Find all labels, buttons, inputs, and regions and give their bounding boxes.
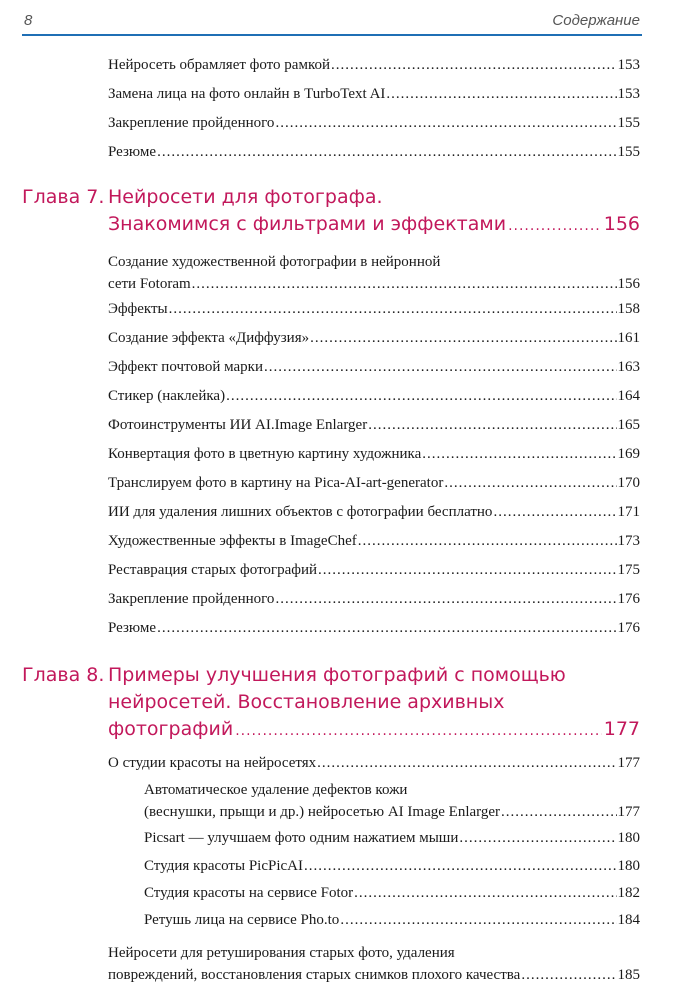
dot-leader [331, 54, 617, 76]
toc-entry-title: Резюме [108, 144, 157, 160]
toc-entry [108, 752, 640, 774]
toc-entry-title: Транслируем фото в картину на Pica-AI-art-generator [108, 475, 444, 491]
dot-leader [275, 588, 616, 610]
toc-entry-page: 176 [617, 591, 640, 607]
dot-leader [521, 964, 616, 986]
dot-leader [304, 855, 617, 877]
toc-entry-page: 163 [617, 359, 640, 375]
chapter-heading [22, 184, 640, 240]
toc-entry [108, 443, 640, 465]
toc-entry-page: 155 [617, 115, 640, 131]
toc-entry-title: ИИ для удаления лишних объектов с фотографии бесплатно [108, 504, 493, 520]
toc-entry-title: О студии красоты на нейросетях [108, 755, 317, 771]
toc-entry-page: 176 [617, 620, 640, 636]
dot-leader [444, 472, 616, 494]
toc-entry [108, 356, 640, 378]
toc-entry-title: (веснушки, прыщи и др.) нейросетью AI Image Enlarger [144, 804, 501, 820]
toc-entry-title: Создание эффекта «Диффузия» [108, 330, 310, 346]
toc-subentry [144, 855, 640, 877]
dot-leader [264, 356, 617, 378]
dot-leader [340, 909, 616, 931]
toc-entry-page: 171 [617, 504, 640, 520]
page-number: 8 [24, 12, 33, 29]
toc-entry-title: Стикер (наклейка) [108, 388, 226, 404]
dot-leader [226, 385, 616, 407]
toc-entry-title: Художественные эффекты в ImageChef [108, 533, 357, 549]
dot-leader [422, 443, 616, 465]
dot-leader [157, 617, 616, 639]
chapter-title-line: фотографий [108, 718, 234, 740]
dot-leader [192, 273, 617, 295]
toc-entry-title-line: Создание художественной фотографии в нейронной [108, 254, 441, 270]
toc-entry-page: 164 [617, 388, 640, 404]
chapter-title-line: Примеры улучшения фотографий с помощью [108, 664, 566, 686]
toc-entry-title: Эффект почтовой марки [108, 359, 263, 375]
toc-entry-page: 185 [617, 967, 640, 983]
toc-entry-title: повреждений, восстановления старых снимков плохого качества [108, 967, 521, 983]
dot-leader [354, 882, 616, 904]
toc-entry-page: 175 [617, 562, 640, 578]
toc-entry [108, 559, 640, 581]
toc-entry-page: 169 [617, 446, 640, 462]
toc-subentry [144, 909, 640, 931]
toc-entry-title: Эффекты [108, 301, 168, 317]
dot-leader [318, 559, 616, 581]
toc-entry-page: 177 [617, 755, 640, 771]
toc-entry-title-line: Автоматическое удаление дефектов кожи [144, 782, 408, 798]
toc-entry-page: 180 [617, 858, 640, 874]
toc-entry-page: 158 [617, 301, 640, 317]
toc-subentry [144, 882, 640, 904]
toc-entry [108, 327, 640, 349]
toc-entry-page: 177 [617, 804, 640, 820]
toc-entry-title: Picsart — улучшаем фото одним нажатием мыши [144, 830, 459, 846]
toc-entry [108, 83, 640, 105]
toc-entry-title: Ретушь лица на сервисе Pho.to [144, 912, 340, 928]
toc-entry-page: 155 [617, 144, 640, 160]
dot-leader [368, 414, 616, 436]
dot-leader [358, 530, 617, 552]
chapter-title-line: Нейросети для фотографа. [108, 186, 383, 208]
toc-entry-title: Студия красоты PicPicAI [144, 858, 303, 874]
toc-entry-page: 156 [617, 276, 640, 292]
toc-entry-title: Фотоинструменты ИИ AI.Image Enlarger [108, 417, 368, 433]
chapter-title-line: нейросетей. Восстановление архивных [108, 691, 505, 713]
dot-leader [386, 83, 616, 105]
toc-entry [108, 942, 640, 986]
chapter-page: 156 [603, 213, 640, 235]
toc-entry [108, 530, 640, 552]
toc-subentry [144, 827, 640, 849]
toc-entry-page: 182 [617, 885, 640, 901]
toc-entry-title: сети Fotoram [108, 276, 191, 292]
toc-entry-title: Закрепление пройденного [108, 591, 275, 607]
chapter-label: Глава 8. [22, 664, 105, 686]
toc-entry-page: 165 [617, 417, 640, 433]
dot-leader [310, 327, 616, 349]
toc-entry [108, 617, 640, 639]
toc-entry-page: 153 [617, 57, 640, 73]
toc-entry [108, 298, 640, 320]
toc-entry-title: Реставрация старых фотографий [108, 562, 318, 578]
toc-entry [108, 251, 640, 295]
toc-entry-title-line: Нейросети для ретуширования старых фото, удаления [108, 945, 455, 961]
dot-leader [235, 718, 602, 745]
header-rule [22, 34, 642, 36]
chapter-title-line: Знакомимся с фильтрами и эффектами [108, 213, 507, 235]
toc-entry-title: Нейросеть обрамляет фото рамкой [108, 57, 330, 73]
toc-entry [108, 112, 640, 134]
dot-leader [169, 298, 617, 320]
toc-entry [108, 588, 640, 610]
toc-entry-title: Резюме [108, 620, 157, 636]
toc-subentry [144, 779, 640, 823]
dot-leader [508, 213, 602, 240]
toc-entry [108, 141, 640, 163]
toc-entry [108, 54, 640, 76]
toc-entry-title: Замена лица на фото онлайн в TurboText AI [108, 86, 386, 102]
dot-leader [157, 141, 616, 163]
chapter-label: Глава 7. [22, 186, 105, 208]
toc-entry-page: 173 [617, 533, 640, 549]
toc-entry [108, 501, 640, 523]
dot-leader [275, 112, 616, 134]
chapter-page: 177 [603, 718, 640, 740]
dot-leader [459, 827, 616, 849]
toc-entry [108, 385, 640, 407]
dot-leader [493, 501, 616, 523]
toc-entry-page: 184 [617, 912, 640, 928]
toc-entry-title: Конвертация фото в цветную картину художника [108, 446, 422, 462]
toc-entry-page: 180 [617, 830, 640, 846]
running-header [22, 12, 642, 34]
dot-leader [501, 801, 616, 823]
toc-entry-page: 170 [617, 475, 640, 491]
toc-entry [108, 414, 640, 436]
chapter-heading [22, 662, 640, 744]
toc-entry-page: 153 [617, 86, 640, 102]
dot-leader [317, 752, 616, 774]
toc-entry-title: Студия красоты на сервисе Fotor [144, 885, 354, 901]
toc-entry-title: Закрепление пройденного [108, 115, 275, 131]
toc-entry [108, 472, 640, 494]
toc-entry-page: 161 [617, 330, 640, 346]
section-title: Содержание [552, 12, 640, 29]
